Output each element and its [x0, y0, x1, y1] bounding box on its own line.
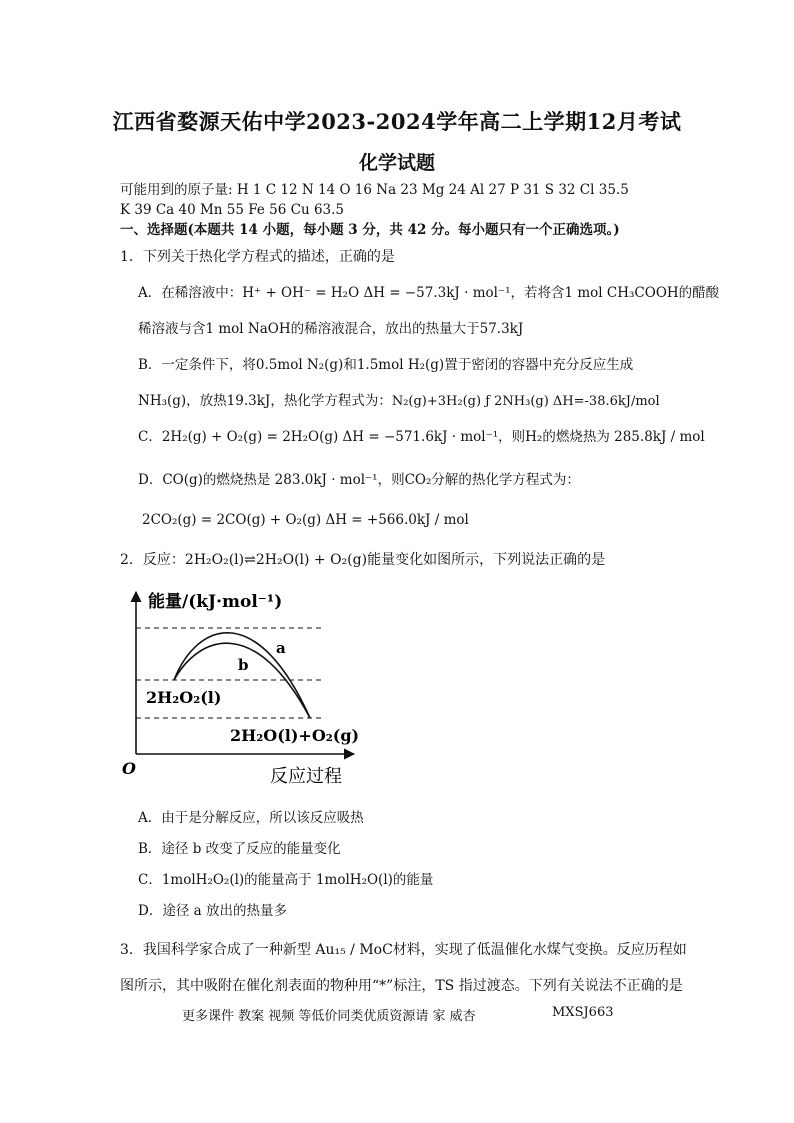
q1-option-d-line-2: 2CO₂(g) = 2CO(g) + O₂(g) ΔH = +566.0kJ / mol [142, 512, 469, 528]
q1-option-b-line-1: B．一定条件下，将0.5mol N₂(g)和1.5mol H₂(g)置于密闭的容器中充分反应生成 [138, 357, 634, 373]
q1-option-a-line-2: 稀溶液与含1 mol NaOH的稀溶液混合，放出的热量大于57.3kJ [138, 321, 524, 337]
q1-option-b-prefix: NH₃(g)，放热19.3kJ，热化学方程式为： [138, 393, 392, 409]
energy-diagram [118, 582, 378, 792]
q3-stem-line-1: 3．我国科学家合成了一种新型 Au₁₅ / MoC材料，实现了低温催化水煤气变换。反应历程如 [120, 942, 687, 958]
page-title: 江西省婺源天佑中学2023-2024学年高二上学期12月考试 [112, 109, 682, 134]
page-subtitle: 化学试题 [358, 152, 435, 174]
q2-option-d: D．途径 a 放出的热量多 [138, 903, 287, 919]
q1-stem: 1．下列关于热化学方程式的描述，正确的是 [120, 249, 395, 265]
q1-option-a-suffix: ，若将含1 mol CH₃COOH的醋酸 [510, 285, 720, 301]
y-axis-label: 能量/(kJ·mol⁻¹) [148, 592, 283, 612]
section-heading: 一、选择题(本题共 14 小题，每小题 3 分，共 42 分。每小题只有一个正确选项。) [120, 222, 620, 238]
footer-code: MXSJ663 [552, 1005, 614, 1020]
product-label: 2H₂O(l)+O₂(g) [230, 726, 360, 745]
footer-promo-text: 更多课件 教案 视频 等低价同类优质资源请 家 威杏 [182, 1009, 476, 1024]
atomic-masses-line-2: K 39 Ca 40 Mn 55 Fe 56 Cu 63.5 [120, 202, 345, 218]
q2-option-b: B．途径 b 改变了反应的能量变化 [138, 841, 341, 857]
q1-option-a-line-1 [138, 284, 719, 302]
q1-option-b-line-2 [138, 392, 660, 411]
q2-option-a: A．由于是分解反应，所以该反应吸热 [138, 810, 364, 826]
q2-option-c: C．1molH₂O₂(l)的能量高于 1molH₂O(l)的能量 [138, 872, 434, 888]
q1-option-d-line-1: D．CO(g)的燃烧热是 283.0kJ · mol⁻¹，则CO₂分解的热化学方程式为： [138, 472, 580, 488]
q3-stem-line-2: 图所示，其中吸附在催化剂表面的物种用“*”标注，TS 指过渡态。下列有关说法不正确的是 [120, 978, 683, 994]
origin-label: O [122, 759, 136, 778]
atomic-masses-line-1: 可能用到的原子量: H 1 C 12 N 14 O 16 Na 23 Mg 24 Al 27 P 31 S 32 Cl 35.5 [120, 182, 629, 198]
curve-a-label: a [276, 639, 286, 657]
q1-option-a-equation: H⁺ + OH⁻ = H₂O ΔH = −57.3kJ · mol⁻¹ [242, 285, 511, 301]
curve-b-label: b [238, 656, 249, 674]
x-axis-label: 反应过程 [270, 766, 342, 787]
q1-option-c: C．2H₂(g) + O₂(g) = 2H₂O(g) ΔH = −571.6kJ · mol⁻¹，则H₂的燃烧热为 285.8kJ / mol [138, 429, 705, 445]
q1-option-b-equation: N₂(g)+3H₂(g) ƒ 2NH₃(g) ΔH=-38.6kJ/mol [391, 394, 660, 409]
q1-option-a-prefix: A．在稀溶液中： [138, 285, 243, 301]
q2-stem: 2．反应：2H₂O₂(l)⇌2H₂O(l) + O₂(g)能量变化如图所示，下列说法正确的是 [120, 552, 606, 568]
reactant-label: 2H₂O₂(l) [146, 688, 222, 707]
